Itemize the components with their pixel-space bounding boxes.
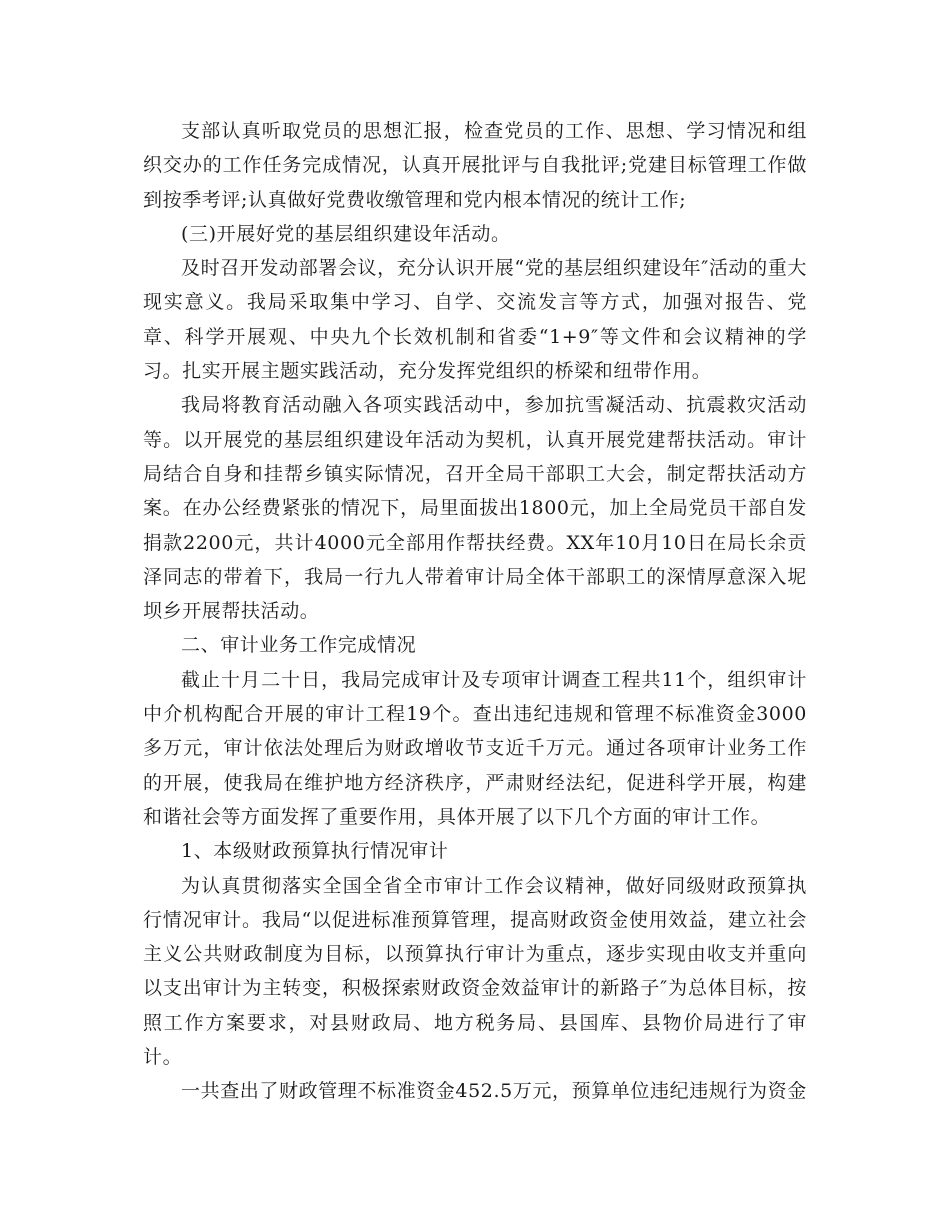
paragraph-budget-audit-goals: 为认真贯彻落实全国全省全市审计工作会议精神，做好同级财政预算执行情况审计。我局“以促进标准预算管理，提高财政资金使用效益，建立社会主义公共财政制度为目标，以预算执行审计为重点，逐步实现由收支并重向以支出审计为主转变，积极探索财政资金效益审计的新路子″为总体目标，按照工作方案要求，对县财政局、地方税务局、县国库、县物价局进行了审计。 xyxy=(143,874,807,1069)
paragraph-audit-summary: 截止十月二十日，我局完成审计及专项审计调查工程共11个，组织审计中介机构配合开展的审计工程19个。查出违纪违规和管理不标准资金3000多万元，审计依法处理后为财政增收节支近千万元。通过各项审计业务工作的开展，使我局在维护地方经济秩序，严肃财经法纪，促进科学开展，构建和谐社会等方面发挥了重要作用，具体开展了以下几个方面的审计工作。 xyxy=(143,668,807,828)
document-body xyxy=(143,114,807,1109)
paragraph-mobilization-meeting: 及时召开发动部署会议，充分认识开展“党的基层组织建设年″活动的重大现实意义。我局采取集中学习、自学、交流发言等方式，加强对报告、党章、科学开展观、中央九个长效机制和省委“1+9″等文件和会议精神的学习。扎实开展主题实践活动，充分发挥党组织的桥梁和纽带作用。 xyxy=(143,257,807,383)
paragraph-audit-findings: 一共查出了财政管理不标准资金452.5万元，预算单位违纪违规行为资金 xyxy=(181,1080,807,1103)
paragraph-party-branch-work: 支部认真听取党员的思想汇报，检查党员的工作、思想、学习情况和组织交办的工作任务完成情况，认真开展批评与自我批评;党建目标管理工作做到按季考评;认真做好党费收缴管理和党内根本情况的统计工作; xyxy=(143,120,807,211)
section-heading-audit-business: 二、审计业务工作完成情况 xyxy=(181,634,417,657)
paragraph-assistance-activities: 我局将教育活动融入各项实践活动中，参加抗雪凝活动、抗震救灾活动等。以开展党的基层组织建设年活动为契机，认真开展党建帮扶活动。审计局结合自身和挂帮乡镇实际情况，召开全局干部职工大会，制定帮扶活动方案。在办公经费紧张的情况下，局里面拔出1800元，加上全局党员干部自发捐款2200元，共计4000元全部用作帮扶经费。XX年10月10日在局长余贡泽同志的带着下，我局一行九人带着审计局全体干部职工的深情厚意深入坭坝乡开展帮扶活动。 xyxy=(143,394,807,623)
section-heading-grassroots-year: (三)开展好党的基层组织建设年活动。 xyxy=(181,222,511,245)
section-heading-budget-audit: 1、本级财政预算执行情况审计 xyxy=(181,840,449,863)
